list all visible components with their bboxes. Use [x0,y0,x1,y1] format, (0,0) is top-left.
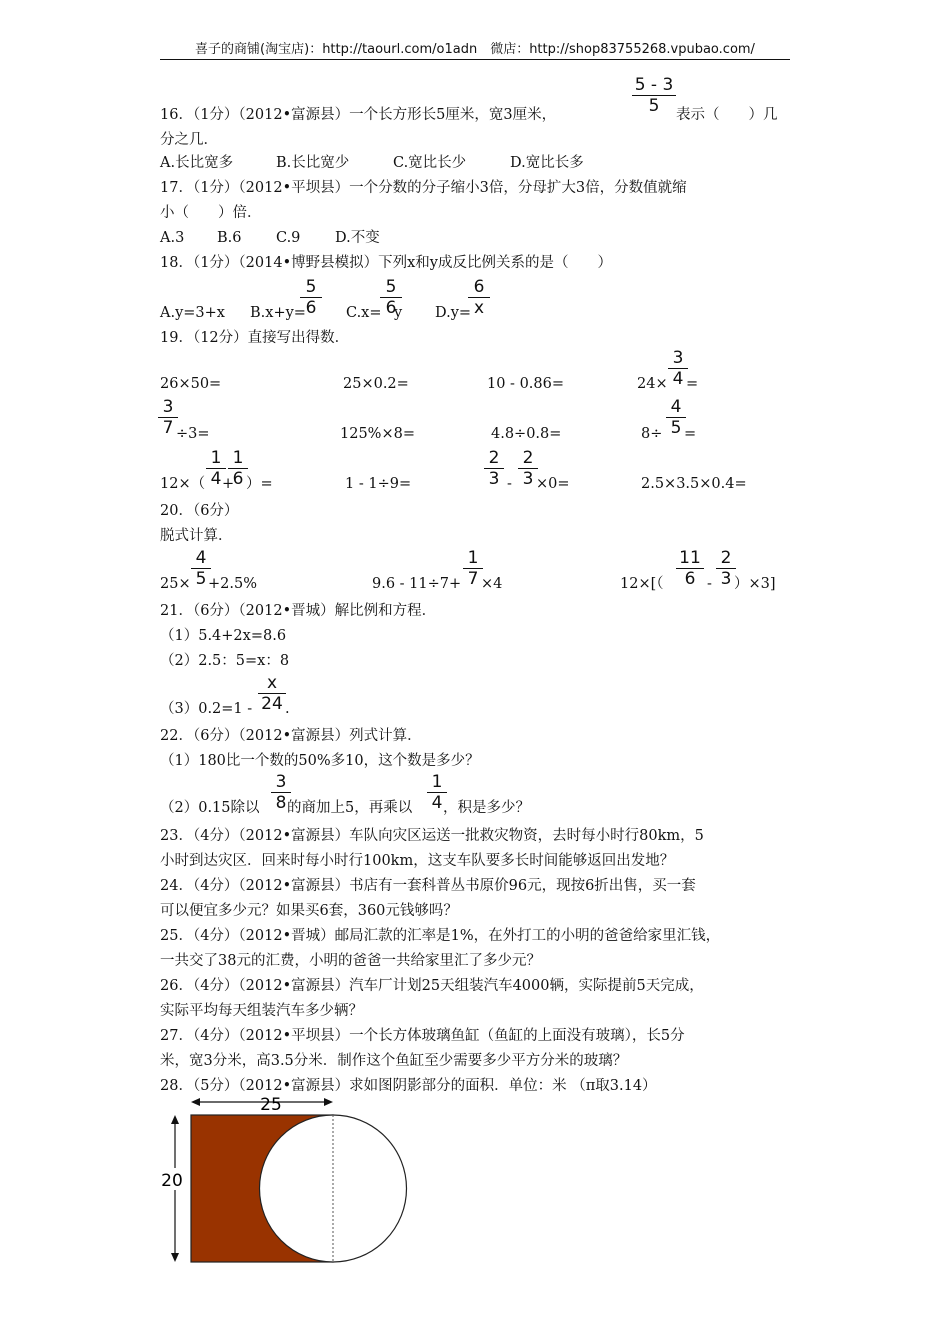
height-arrow-bottom [171,1253,179,1262]
q19-r2-b: 125%×8= [340,426,415,442]
q22-part1: （1）180比一个数的50%多10，这个数是多少？ [160,753,480,769]
q19-r2d-frac-num: 4 [666,398,686,418]
q19-r1-b: 25×0.2= [343,376,409,392]
q27-line2: 米，宽3分米，高3.5分米．制作这个鱼缸至少需要多少平方分米的玻璃？ [160,1053,628,1069]
q16-option-c: C.宽比长少 [393,155,467,171]
q25-line1: 25．（4分）（2012•晋城）邮局汇款的汇率是1%，在外打工的小明的爸爸给家里汇钱， [160,928,721,944]
q19-r3c-f1-den: 3 [488,469,500,489]
q16-option-d: D.宽比长多 [510,155,584,171]
q19-r1-a: 26×50= [160,376,222,392]
q17-option-c: C.9 [276,230,301,246]
width-arrow-left [191,1098,200,1106]
q21-p3-fraction [258,674,286,713]
q25-line2: 一共交了38元的汇费，小明的爸爸一共给家里汇了多少元？ [160,953,541,969]
q19-r3a-f1-den: 4 [210,469,222,489]
q17-line2: 小（ ）倍． [160,205,262,221]
q21-part2: （2）2.5：5=x：8 [160,653,290,669]
q19-r2-c: 4.8÷0.8= [491,426,562,442]
page-header: 喜子的商铺(淘宝店)：http://taourl.com/o1adn 微店：http://shop83755268.vpubao.com/ [195,42,755,57]
q18-c-den: 6 [385,298,397,318]
q20-title: 20．（6分） [160,503,239,519]
q18-c-tail: y [394,305,403,321]
q18-option-b: B.x+y= [250,305,306,321]
q20-e2-frac-den: 7 [467,569,479,589]
q16-line1: 16．（1分）（2012•富源县）一个长方形长5厘米，宽3厘米， [160,107,557,123]
q21-p3-frac-num: x [258,674,286,694]
q18-option-d: D.y= [435,305,472,321]
q19-title: 19．（12分）直接写出得数． [160,330,350,346]
q19-r3a-f2-den: 6 [232,469,244,489]
q20-e3-f2-num: 2 [716,549,736,569]
q19-r3a-plus: + [222,476,235,492]
q17-option-d: D.不变 [335,230,380,246]
q20-e3-f1-num: 11 [676,549,704,569]
q16-option-b: B.长比宽少 [276,155,350,171]
q16-frac-num: 5 - 3 [632,76,676,96]
q16-fraction [632,76,676,115]
q18-option-a: A.y=3+x [160,305,225,321]
q18-option-c: C.x= [346,305,382,321]
q19-r2-frac-den: 7 [162,418,174,438]
q19-r3c-f1-num: 2 [484,449,504,469]
q20-e1-frac-num: 4 [191,549,211,569]
q22-part2a: （2）0.15除以 [160,800,260,816]
q20-e2-frac-num: 1 [463,549,483,569]
q17-option-b: B.6 [217,230,242,246]
height-label: 20 [161,1171,183,1191]
q22-f1-den: 8 [275,793,287,813]
q23-line2: 小时到达灾区．回来时每小时行100km，这支车队要多长时间能够返回出发地？ [160,853,675,869]
header-rule [160,59,790,60]
q18-c-num: 5 [380,278,402,298]
q19-r1-d-tail: = [686,376,699,392]
q22-f2-den: 4 [431,793,443,813]
q19-r3a-tail: ）= [246,476,273,492]
q19-r3-b: 1 - 1÷9= [345,476,412,492]
q20-expr3: 12×[（ [620,576,664,592]
q20-subtitle: 脱式计算． [160,528,233,544]
q19-r3a-f1-num: 1 [206,449,226,469]
q19-r3-a: 12×（ [160,476,206,492]
width-arrow-right [324,1098,333,1106]
q19-r1-frac-num: 3 [668,349,688,369]
q22-f2-num: 1 [427,773,447,793]
shaded-area-figure [150,1090,410,1270]
q21-p3-tail: . [285,701,290,717]
q19-r1-fraction [668,349,688,388]
q16-frac-den: 5 [648,96,660,116]
q21-part3: （3）0.2=1 - [160,701,253,717]
q17-option-a: A.3 [160,230,185,246]
q16-tail: 表示（ ）几 [676,107,778,123]
q19-r3-d: 2.5×3.5×0.4= [641,476,747,492]
q27-line1: 27．（4分）（2012•平坝县）一个长方体玻璃鱼缸（鱼缸的上面没有玻璃），长5分 [160,1028,685,1044]
q19-r3a-frac2 [228,449,248,488]
q20-e1-frac-den: 5 [195,569,207,589]
q24-line2: 可以便宜多少元？如果买6套，360元钱够吗？ [160,903,458,919]
q19-r1-d: 24× [637,376,668,392]
q18-line1: 18．（1分）（2014•博野县模拟）下列x和y成反比例关系的是（ ） [160,255,612,271]
q21-title: 21．（6分）（2012•晋城）解比例和方程． [160,603,437,619]
q24-line1: 24．（4分）（2012•富源县）书店有一套科普丛书原价96元，现按6折出售，买一套 [160,878,696,894]
q20-e3-frac2 [716,549,736,588]
q18-d-den: x [473,298,485,318]
q16-option-a: A.长比宽多 [160,155,234,171]
q19-r3c-frac2 [518,449,538,488]
q20-e3-tail: ）×3] [734,576,776,592]
q19-r2d-frac-den: 5 [670,418,682,438]
q18-b-fraction [300,278,322,317]
q21-p3-frac-den: 24 [261,694,283,714]
width-label: 25 [260,1095,282,1115]
q20-e1-tail: +2.5% [208,576,257,592]
q20-expr2: 9.6 - 11÷7+ [372,576,462,592]
q19-r2-a: ÷3= [176,426,210,442]
q23-line1: 23．（4分）（2012•富源县）车队向灾区运送一批救灾物资，去时每小时行80km，5 [160,828,704,844]
q18-d-fraction [468,278,490,317]
q26-line2: 实际平均每天组装汽车多少辆？ [160,1003,363,1019]
q21-part1: （1）5.4+2x=8.6 [160,628,287,644]
q22-f1-num: 3 [271,773,291,793]
q19-r3c-minus: - [507,476,512,492]
q22-title: 22．（6分）（2012•富源县）列式计算． [160,728,422,744]
q19-r1-c: 10 - 0.86= [487,376,565,392]
q20-e2-fraction [463,549,483,588]
q20-e3-f2-den: 3 [720,569,732,589]
q18-d-num: 6 [468,278,490,298]
q19-r3c-frac1 [484,449,504,488]
q20-e3-minus: - [707,576,712,592]
q20-expr1: 25× [160,576,191,592]
q20-e3-frac1 [676,549,704,588]
q18-b-den: 6 [305,298,317,318]
q19-r2-fraction [158,398,178,437]
q18-b-num: 5 [300,278,322,298]
q19-r3c-f2-num: 2 [518,449,538,469]
q19-r3a-f2-num: 1 [228,449,248,469]
q22-part2c: ，积是多少？ [443,800,530,816]
q20-e3-f1-den: 6 [684,569,696,589]
q19-r1-frac-den: 4 [672,369,684,389]
q19-r3c-tail: ×0= [536,476,570,492]
q20-e2-tail: ×4 [481,576,503,592]
q19-r3c-f2-den: 3 [522,469,534,489]
q17-line1: 17．（1分）（2012•平坝县）一个分数的分子缩小3倍，分母扩大3倍，分数值就缩 [160,180,687,196]
q28-title: 28．（5分）（2012•富源县）求如图阴影部分的面积．单位：米 （π取3.14） [160,1078,657,1094]
q19-r2-d: 8÷ [641,426,663,442]
height-arrow-top [171,1115,179,1124]
q19-r2d-tail: = [684,426,697,442]
q19-r2-frac-num: 3 [158,398,178,418]
q22-part2b: 的商加上5，再乘以 [287,800,413,816]
q26-line1: 26．（4分）（2012•富源县）汽车厂计划25天组装汽车4000辆，实际提前5天完成， [160,978,704,994]
q19-r2d-fraction [666,398,686,437]
q16-line2: 分之几． [160,132,218,148]
